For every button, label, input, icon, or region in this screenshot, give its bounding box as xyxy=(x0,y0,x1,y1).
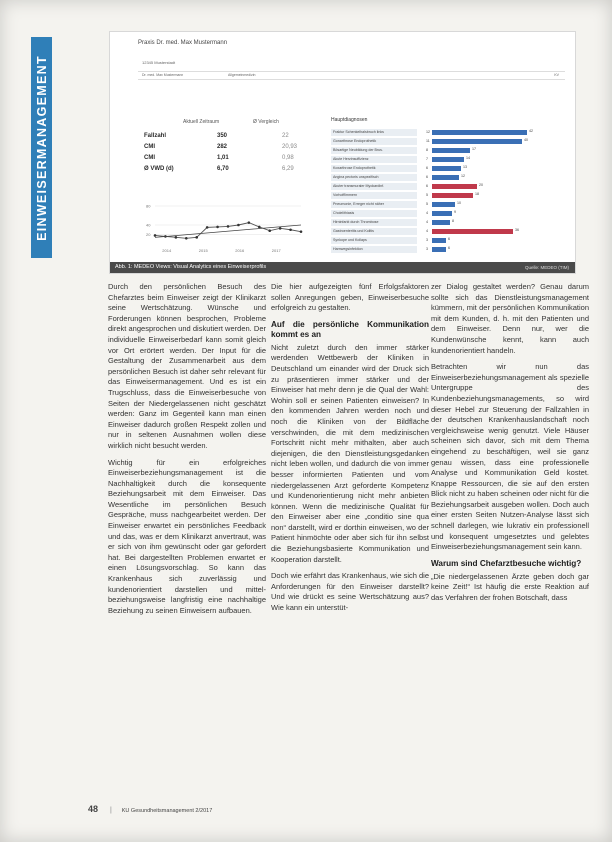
kpi-value: 350 xyxy=(217,133,228,139)
diagnosis-label: Synkope und Kollaps xyxy=(331,237,417,244)
kpi-label: CMI xyxy=(144,144,155,150)
diagnosis-bar-value: 13 xyxy=(463,165,467,169)
diagnosis-count: 12 xyxy=(426,130,430,134)
journal-name: KU Gesundheitsmanagement 2/2017 xyxy=(121,808,213,814)
figure-caption-text: Abb. 1: MEDEO Views: Visual Analytics eines Einweiserprofils xyxy=(115,264,267,270)
text-column-3 xyxy=(431,282,589,712)
data-point xyxy=(227,225,230,228)
diagnosis-label: Bösartige Neubildung der Brus. xyxy=(331,147,417,154)
diagnosis-count: 4 xyxy=(426,211,428,215)
diagnosis-count: 6 xyxy=(426,175,428,179)
data-point xyxy=(279,227,282,230)
diagnosis-row xyxy=(331,155,567,164)
data-point xyxy=(175,236,178,239)
diagnosis-row xyxy=(331,209,567,218)
diagnosis-bar xyxy=(432,247,446,252)
diagnosis-bar xyxy=(432,148,470,153)
info-bar-specialty: Allgemeinmedizin xyxy=(228,73,256,77)
x-tick-label: 2014 xyxy=(162,248,172,253)
diagnosis-count: 3 xyxy=(426,247,428,251)
diagnosis-row xyxy=(331,137,567,146)
paragraph: zer Dialog gestaltet werden? Genau darum sollte sich das Dienstleistungsmanagement kümmern, mit der persönlichen Kommunikation mit dem Kunden, d. h. mit den Patienten und dem Einweiser. Denn nur, wer die Kundenwünsche kennt, kann auch kundenorientiert handeln. xyxy=(431,282,589,355)
kpi-row xyxy=(144,133,304,143)
data-point xyxy=(195,236,198,239)
kpi-compare: 20,93 xyxy=(282,144,298,150)
diagnosis-row xyxy=(331,245,567,254)
diagnosis-bar xyxy=(432,166,461,171)
diagnosis-bar-value: 9 xyxy=(454,210,456,214)
diagnosis-row xyxy=(331,182,567,191)
section-heading: Warum sind Chefarztbesuche wichtig? xyxy=(431,558,582,568)
kpi-compare: 6,29 xyxy=(282,166,294,172)
diagnosis-label: Hirninfarkt durch Thrombose xyxy=(331,219,417,226)
diagnosis-label: Pneumonie, Erreger nicht näher xyxy=(331,201,417,208)
diagnosis-row xyxy=(331,227,567,236)
x-tick-label: 2017 xyxy=(271,248,281,253)
paragraph: Doch wie erfährt das Krankenhaus, wie sich die Anforderungen für den Einweiser darstellt? Und wie drückt es seine Wertschätzung aus? Wie kann ein unterstüt- xyxy=(271,571,429,613)
data-point xyxy=(216,226,219,229)
diagnosis-row xyxy=(331,236,567,245)
kpi-value: 1,01 xyxy=(217,155,229,161)
x-tick-label: 2015 xyxy=(198,248,208,253)
section-tab xyxy=(31,37,52,258)
figure-caption xyxy=(110,262,575,273)
data-point xyxy=(268,229,271,232)
x-tick-label: 2016 xyxy=(235,248,245,253)
diagnoses-title: Hauptdiagnosen xyxy=(331,117,368,123)
paragraph: Betrachten wir nun das Einweiserbeziehungsmanagement als spezielle Untergruppe des Kundenbeziehungsmanagements, so wird dieser Hebel zur Steuerung der Fallzahlen in der deutschen Krankenhauslandschaft noch vergleichsweise wenig genutzt. Viele Häuser scheinen sich davor, sich mit dem Thema eingehend zu beschäftigen, weil sie ganz genau wissen, dass eine professionelle Analyse und Kommunikation Geld kostet. Knappe Ressourcen, die sie auf den ersten Blick nicht zu haben scheinen oder nicht für die Beziehungsarbeit ausgeben wollen. Doch auch einer ersten Seiten Nutzen-Analyse lässt sich schnell darlegen, wie lukrativ ein professionell und konsequent umgesetztes und gelebtes Einweiserbeziehungsmanagement sein kann. xyxy=(431,362,589,552)
diagnosis-label: Koxarthrose Endoprothetik xyxy=(331,165,417,172)
diagnosis-count: 6 xyxy=(426,184,428,188)
diagnosis-count: 7 xyxy=(426,157,428,161)
diagnosis-count: 6 xyxy=(426,166,428,170)
kpi-row xyxy=(144,166,304,176)
info-bar-kv: KV xyxy=(554,73,559,77)
diagnosis-label: Cholelithiasis xyxy=(331,210,417,217)
data-point xyxy=(206,226,209,229)
diagnosis-bar xyxy=(432,130,527,135)
page-number: 48 xyxy=(88,804,99,814)
diagnosis-bar-value: 40 xyxy=(524,138,528,142)
diagnosis-count: 3 xyxy=(426,238,428,242)
kpi-header-current: Aktuell Zeitraum xyxy=(183,119,220,125)
diagnosis-row xyxy=(331,191,567,200)
kpi-compare: 22 xyxy=(282,133,289,139)
diagnosis-bar xyxy=(432,157,464,162)
section-tab-label: EINWEISERMANAGEMENT xyxy=(34,54,49,241)
diagnosis-count: 5 xyxy=(426,202,428,206)
diagnosis-row xyxy=(331,200,567,209)
diagnosis-bar xyxy=(432,220,450,225)
line-chart xyxy=(145,202,305,254)
kpi-label: Fallzahl xyxy=(144,133,167,139)
y-tick-label: 40 xyxy=(146,222,151,228)
paragraph: „Die niedergelassenen Ärzte geben doch gar keine Zeit!“ Ist häufig die erste Reaktion auf das Verfahren der frohen Botschaft, dass xyxy=(431,571,589,603)
diagnosis-bar xyxy=(432,238,446,243)
diagnosis-row xyxy=(331,146,567,155)
diagnosis-row xyxy=(331,128,567,137)
data-point xyxy=(258,226,261,229)
diagnosis-label: Gastroenteritis und Kolitis xyxy=(331,228,417,235)
kpi-label: Ø VWD (d) xyxy=(144,166,174,172)
diagnosis-row xyxy=(331,218,567,227)
kpi-row xyxy=(144,144,304,154)
data-point xyxy=(237,224,240,227)
diagnosis-bar-value: 18 xyxy=(475,192,479,196)
data-point xyxy=(300,230,303,233)
diagnosis-bar-value: 6 xyxy=(448,246,450,250)
diagnosis-row xyxy=(331,173,567,182)
figure-caption-source: Quelle: MEDEO (TIM) xyxy=(524,265,569,270)
y-tick-label: 20 xyxy=(146,232,151,237)
diagnosis-count: 5 xyxy=(426,193,428,197)
diagnosis-bar xyxy=(432,184,477,189)
kpi-compare: 0,98 xyxy=(282,155,294,161)
kpi-header-compare: Ø Vergleich xyxy=(253,119,279,125)
diagnosis-count: 11 xyxy=(426,139,430,143)
diagnosis-bar xyxy=(432,202,455,207)
paragraph: Nicht zuletzt durch den immer stärker werdenden Wettbewerb der Kliniken in Deutschland um einander wird der Druck sich zu präsentieren immer stärker und der Einweiser hat mehr denn je die Qual der Wahl: Wohin soll er seinen Patienten einweisen? In den kommenden Jahren werden noch und noch die Kliniken von der Bildfläche verschwinden, die mit dem medizinischen Fortschritt nicht mehr mithalten, aber auch diejenigen, die den Dienstleistungsgedanken nicht leben wollen, und dadurch die von immer besser informierten Patienten und vom niedergelassenen Arzt geforderte Kompetenz und Kundenorientierung nicht mehr anbieten können. Wenn die medizinische Qualität für den Einweiser aber eine „conditio sine qua non“ darstellt, wird er dorthin einweisen, wo der Patient hinmöchte oder aber sich für ihn selbst die Beziehungsbasierte Kommunikation und Kooperation darstellt. xyxy=(271,342,429,564)
page-footer xyxy=(88,804,212,814)
diagnoses-bar-list xyxy=(331,128,567,254)
diagnosis-bar-value: 12 xyxy=(461,174,465,178)
diagnosis-label: Akuter transmuraler Myokardinf. xyxy=(331,183,417,190)
kpi-value: 282 xyxy=(217,144,228,150)
diagnosis-label: Vorhofflimmern xyxy=(331,192,417,199)
text-column-2 xyxy=(271,282,429,712)
diagnosis-bar-value: 6 xyxy=(448,237,450,241)
figure-info-bar xyxy=(138,71,565,80)
paragraph: Wichtig für ein erfolgreiches Einweiserbeziehungsmanagement ist die Nachhaltigkeit durch die konsequente Beziehungsarbeit mit dem Einweiser. Das Wesentliche im persönlichen Besuch Gespräche, muss nachgearbeitet werden. Der Einweiser erwartet ein persönliches Feedback und das, was er dem Klinikarzt anvertraut, was er sich von ihm gewünscht oder gar gefordert hat. Bei dargestellten Problemen erwartet er einen Lösungsvorschlag. So kann das Krankenhaus sich zuverlässig und kundenorientiert darstellen und mittel- beziehungsweise langfristig eine nachhaltige Beziehung zu seinen Einweisern aufbauen. xyxy=(108,457,266,615)
kpi-label: CMI xyxy=(144,155,155,161)
kpi-row xyxy=(144,155,304,165)
diagnosis-count: 4 xyxy=(426,229,428,233)
diagnosis-row xyxy=(331,164,567,173)
diagnosis-bar-value: 17 xyxy=(472,147,476,151)
text-column-1 xyxy=(108,282,266,712)
info-bar-doctor: Dr. med. Max Mustermann xyxy=(142,73,184,77)
diagnosis-bar-value: 20 xyxy=(479,183,483,187)
diagnosis-label: Gonarthrose Endoprothetik xyxy=(331,138,417,145)
figure-subline: 12345 Musterstadt xyxy=(142,60,176,65)
diagnosis-bar-value: 10 xyxy=(457,201,461,205)
diagnosis-bar xyxy=(432,229,513,234)
data-point xyxy=(185,237,188,240)
diagnosis-bar-value: 14 xyxy=(466,156,470,160)
diagnosis-bar-value: 8 xyxy=(452,219,454,223)
data-point xyxy=(289,228,292,231)
kpi-value: 6,70 xyxy=(217,166,229,172)
paragraph: Durch den persönlichen Besuch des Chefarztes beim Einweiser zeigt der Klinikarzt seine Wertschätzung. Wünsche und Forderungen können besprochen, Probleme direkt angesprochen und diskutiert werden. Der individuelle Einweiserbedarf kann somit gleich vor Ort erörtert werden. Der Input für die Gestaltung der Zusammenarbeit aus dem persönlichen Besuch ist daher sehr relevant für das Einweisermanagement. Und es ist ein Trugschluss, dass die Einweiserbesuche von Seiten der Niedergelassenen nicht geschätzt werden: Ganz im Gegenteil kann man einen Einweiser dadurch großen Respekt zollen und nur in seltenen Ausnahmen wollen diese wirklich nicht besucht werden. xyxy=(108,282,266,450)
data-point xyxy=(248,221,251,224)
footer-separator: | xyxy=(109,807,112,814)
section-heading: Auf die persönliche Kommunikation kommt es an xyxy=(271,319,429,339)
figure-einweiserprofil xyxy=(109,31,576,274)
figure-header: Praxis Dr. med. Max Mustermann xyxy=(138,40,228,46)
diagnosis-bar xyxy=(432,211,452,216)
paragraph: Die hier aufgezeigten fünf Erfolgsfaktoren sollen Anregungen geben, Einweiserbesuche erfolgreich zu gestalten. xyxy=(271,282,429,313)
diagnosis-count: 8 xyxy=(426,148,428,152)
diagnosis-count: 4 xyxy=(426,220,428,224)
diagnosis-bar xyxy=(432,175,459,180)
diagnosis-bar xyxy=(432,139,522,144)
diagnosis-bar-value: 36 xyxy=(515,228,519,232)
data-point xyxy=(154,234,157,237)
diagnosis-bar-value: 42 xyxy=(529,129,533,133)
diagnosis-label: Akute Herzinsuffizienz xyxy=(331,156,417,163)
diagnosis-label: Harnwegsinfektion xyxy=(331,246,417,253)
diagnosis-label: Angina pectoris unspezifisch xyxy=(331,174,417,181)
y-tick-label: 80 xyxy=(146,203,151,209)
diagnosis-label: Fraktur Schenkelhalsbruch links xyxy=(331,129,417,136)
diagnosis-bar xyxy=(432,193,473,198)
